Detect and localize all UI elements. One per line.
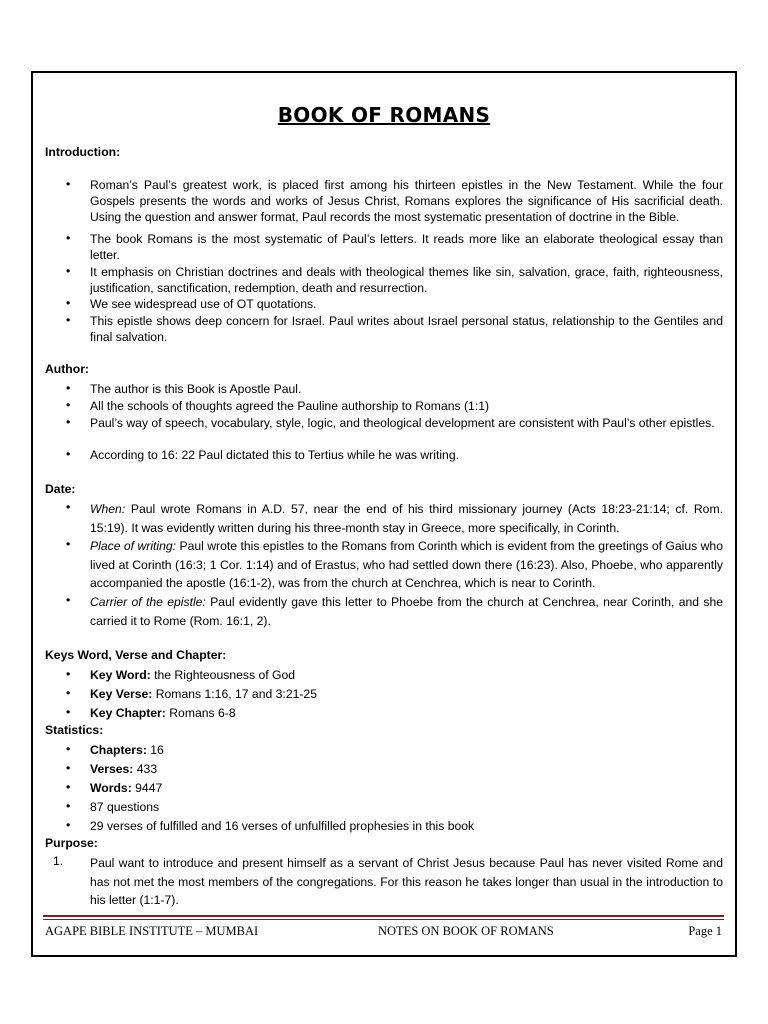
bullet-icon: • xyxy=(66,761,71,775)
purpose-item: Paul want to introduce and present himself as a servant of Christ Jesus because Paul has never visited Rome and has not met the most members of the congregations. For this reason he takes longer than usual in the introduction to his letter (1:1-7). xyxy=(90,856,723,907)
introduction-item: It emphasis on Christian doctrines and deals with theological themes like sin, salvation, grace, faith, righteousness, justification, sanctification, redemption, death and resurrection. xyxy=(90,265,723,295)
bullet-icon: • xyxy=(66,593,71,607)
statistics-heading: Statistics: xyxy=(45,723,104,737)
statistics-item-label: Verses: xyxy=(90,762,134,776)
keys-item-text: Romans 6-8 xyxy=(165,706,236,720)
date-item xyxy=(90,593,723,630)
author-heading: Author: xyxy=(45,362,89,376)
date-item xyxy=(90,537,723,593)
author-item: According to 16: 22 Paul dictated this to Tertius while he was writing. xyxy=(90,448,459,462)
bullet-icon: • xyxy=(66,296,71,310)
bullet-icon: • xyxy=(66,231,71,245)
date-item-label: Place of writing: xyxy=(90,539,177,553)
bullet-icon: • xyxy=(66,742,71,756)
date-item-label: Carrier of the epistle: xyxy=(90,595,206,609)
author-item: The author is this Book is Apostle Paul. xyxy=(90,382,302,396)
bullet-icon: • xyxy=(66,667,71,681)
introduction-item: This epistle shows deep concern for Israel. Paul writes about Israel personal status, relationship to the Gentiles and final salvation. xyxy=(90,314,723,344)
date-item-text: Paul wrote this epistles to the Romans from Corinth which is evident from the greetings of Gaius who lived at Corinth (16:3; 1 Cor. 1:14) and of Erastus, who had settled down there (16:23). Also, Phoebe, who apparently accompanied the apostle (16:1-2), was from the church at Cenchrea, which is near to Corinth. xyxy=(90,539,723,590)
keys-item-text: the Righteousness of God xyxy=(150,668,296,682)
bullet-icon: • xyxy=(66,500,71,514)
author-item: All the schools of thoughts agreed the Pauline authorship to Romans (1:1) xyxy=(90,399,490,413)
bullet-icon: • xyxy=(66,799,71,813)
statistics-item-text: 433 xyxy=(133,762,158,776)
introduction-item: Roman’s Paul’s greatest work, is placed first among his thirteen epistles in the New Testament. While the four Gospels presents the words and works of Jesus Christ, Romans explores the significance of His sacrificial death. Using the question and answer format, Paul records the most systematic presentation of doctrine in the Bible. xyxy=(90,178,723,224)
statistics-item xyxy=(90,780,723,796)
introduction-item: We see widespread use of OT quotations. xyxy=(90,297,317,311)
statistics-item: 87 questions xyxy=(90,800,160,814)
keys-item-label: Key Verse: xyxy=(90,687,153,701)
date-item-text: Paul evidently gave this letter to Phoebe from the church at Cenchrea, near Corinth, and she carried it to Rome (Rom. 16:1, 2). xyxy=(90,595,724,628)
keys-item xyxy=(90,686,723,702)
page-number: Page 1 xyxy=(688,924,722,938)
date-heading: Date: xyxy=(45,482,76,496)
bullet-icon: • xyxy=(66,705,71,719)
bullet-icon: • xyxy=(66,818,71,832)
bullet-icon: • xyxy=(66,381,71,395)
introduction-heading: Introduction: xyxy=(45,145,121,159)
bullet-icon: • xyxy=(66,264,71,278)
bullet-icon: • xyxy=(66,447,71,461)
bullet-icon: • xyxy=(66,398,71,412)
statistics-item-label: Words: xyxy=(90,781,132,795)
bullet-icon: • xyxy=(66,686,71,700)
statistics-item-label: Chapters: xyxy=(90,743,147,757)
keys-item-label: Key Chapter: xyxy=(90,706,166,720)
purpose-heading: Purpose: xyxy=(45,836,98,850)
footer-rule xyxy=(43,915,724,917)
footer-center: NOTES ON BOOK OF ROMANS xyxy=(378,924,554,938)
keys-item xyxy=(90,667,723,683)
bullet-icon: • xyxy=(66,537,71,551)
bullet-icon: • xyxy=(66,313,71,327)
bullet-icon: • xyxy=(66,415,71,429)
date-item-text: Paul wrote Romans in A.D. 57, near the end of his third missionary journey (Acts 18:23-21:14; cf. Rom. 15:19). It was evidently written during his three-month stay in Greece, more specifically, in Corinth. xyxy=(90,502,723,535)
statistics-item xyxy=(90,761,723,777)
bullet-icon: • xyxy=(66,177,71,191)
bullet-icon: • xyxy=(66,780,71,794)
statistics-item-text: 16 xyxy=(146,743,164,757)
purpose-item-number: 1. xyxy=(53,854,64,868)
date-item xyxy=(90,500,723,537)
statistics-item xyxy=(90,742,723,758)
statistics-item: 29 verses of fulfilled and 16 verses of unfulfilled prophesies in this book xyxy=(90,819,475,833)
keys-heading: Keys Word, Verse and Chapter: xyxy=(45,648,227,662)
keys-item xyxy=(90,705,723,721)
statistics-item-text: 9447 xyxy=(131,781,163,795)
footer-rule xyxy=(43,919,724,920)
keys-item-label: Key Word: xyxy=(90,668,151,682)
keys-item-text: Romans 1:16, 17 and 3:21-25 xyxy=(152,687,317,701)
introduction-item: The book Romans is the most systematic of Paul’s letters. It reads more like an elaborate theological essay than letter. xyxy=(90,232,723,262)
date-item-label: When: xyxy=(90,502,126,516)
author-item: Paul’s way of speech, vocabulary, style, logic, and theological development are consistent with Paul’s other epistles. xyxy=(90,416,715,430)
page-title: BOOK OF ROMANS xyxy=(277,103,491,127)
footer-left: AGAPE BIBLE INSTITUTE – MUMBAI xyxy=(45,924,259,938)
